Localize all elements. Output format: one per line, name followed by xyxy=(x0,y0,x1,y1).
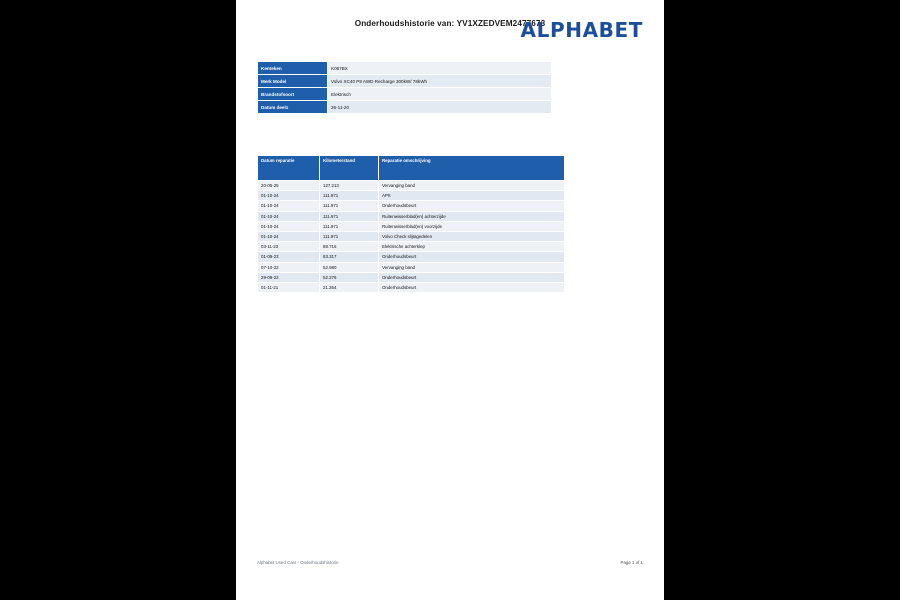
cell-date: 20-05-25 xyxy=(258,181,320,191)
table-row xyxy=(258,272,565,282)
cell-date: 01-11-21 xyxy=(258,282,320,292)
vehicle-info-table xyxy=(257,61,552,114)
cell-mileage: 52.980 xyxy=(320,262,379,272)
cell-date: 01-10-24 xyxy=(258,221,320,231)
cell-mileage: 111.971 xyxy=(320,211,379,221)
cell-description: Vervanging band xyxy=(379,262,565,272)
cell-description: Onderhoudsbeurt xyxy=(379,282,565,292)
page-number: Page 1 of 1 xyxy=(620,560,643,565)
page-title: Onderhoudshistorie van: YV1XZEDVEM2477673 xyxy=(354,19,546,28)
maintenance-history-body xyxy=(258,181,565,293)
table-row xyxy=(258,75,552,88)
document-page xyxy=(236,0,664,600)
cell-date: 01-10-24 xyxy=(258,211,320,221)
table-row xyxy=(258,221,565,231)
cell-mileage: 111.971 xyxy=(320,221,379,231)
cell-date: 07-10-22 xyxy=(258,262,320,272)
info-value: K067BX xyxy=(328,62,552,75)
footer-text: Alphabet Used Cars - Onderhoudshistorie xyxy=(257,560,339,565)
info-key: Datum deel1 xyxy=(258,101,328,114)
table-row xyxy=(258,211,565,221)
table-row xyxy=(258,231,565,241)
cell-description: Volvo Check slijtagedelen xyxy=(379,231,565,241)
cell-description: Onderhoudsbeurt xyxy=(379,272,565,282)
column-header-description: Reparatie omschrijving xyxy=(379,156,565,181)
info-key: Brandstofsoort xyxy=(258,88,328,101)
cell-date: 29-09-22 xyxy=(258,272,320,282)
table-row xyxy=(258,62,552,75)
info-key: Kenteken xyxy=(258,62,328,75)
vehicle-info-body xyxy=(258,62,552,114)
table-row xyxy=(258,242,565,252)
cell-mileage: 111.971 xyxy=(320,231,379,241)
cell-description: Ruitenwisserblad(en) voorzijde xyxy=(379,221,565,231)
info-value: Elektrisch xyxy=(328,88,552,101)
info-value: Volvo XC40 P8 AWD Recharge 300kW/ 78kWh xyxy=(328,75,552,88)
maintenance-history-header xyxy=(258,156,565,181)
cell-description: Onderhoudsbeurt xyxy=(379,201,565,211)
maintenance-history-table xyxy=(257,155,565,293)
column-header-date: Datum reparatie xyxy=(258,156,320,181)
cell-mileage: 111.971 xyxy=(320,201,379,211)
table-row xyxy=(258,101,552,114)
table-row xyxy=(258,191,565,201)
brand-logo: ALPHABET xyxy=(520,18,643,42)
cell-mileage: 88.716 xyxy=(320,242,379,252)
cell-mileage: 127.213 xyxy=(320,181,379,191)
table-row xyxy=(258,262,565,272)
cell-date: 01-09-23 xyxy=(258,252,320,262)
cell-description: Elektrische achterklep xyxy=(379,242,565,252)
column-header-mileage: Kilometerstand xyxy=(320,156,379,181)
table-row xyxy=(258,282,565,292)
table-header-row xyxy=(258,156,565,181)
cell-description: Onderhoudsbeurt xyxy=(379,252,565,262)
cell-description: Vervanging band xyxy=(379,181,565,191)
cell-mileage: 21.264 xyxy=(320,282,379,292)
info-value: 26-11-20 xyxy=(328,101,552,114)
cell-description: Ruitenwisserblad(en) achterzijde xyxy=(379,211,565,221)
cell-mileage: 83.317 xyxy=(320,252,379,262)
table-row xyxy=(258,181,565,191)
cell-mileage: 52.276 xyxy=(320,272,379,282)
table-row xyxy=(258,252,565,262)
cell-date: 01-10-24 xyxy=(258,191,320,201)
info-key: Merk Model xyxy=(258,75,328,88)
cell-description: APK xyxy=(379,191,565,201)
table-row xyxy=(258,201,565,211)
cell-date: 03-11-23 xyxy=(258,242,320,252)
cell-mileage: 111.971 xyxy=(320,191,379,201)
table-row xyxy=(258,88,552,101)
cell-date: 01-10-24 xyxy=(258,201,320,211)
cell-date: 01-10-24 xyxy=(258,231,320,241)
